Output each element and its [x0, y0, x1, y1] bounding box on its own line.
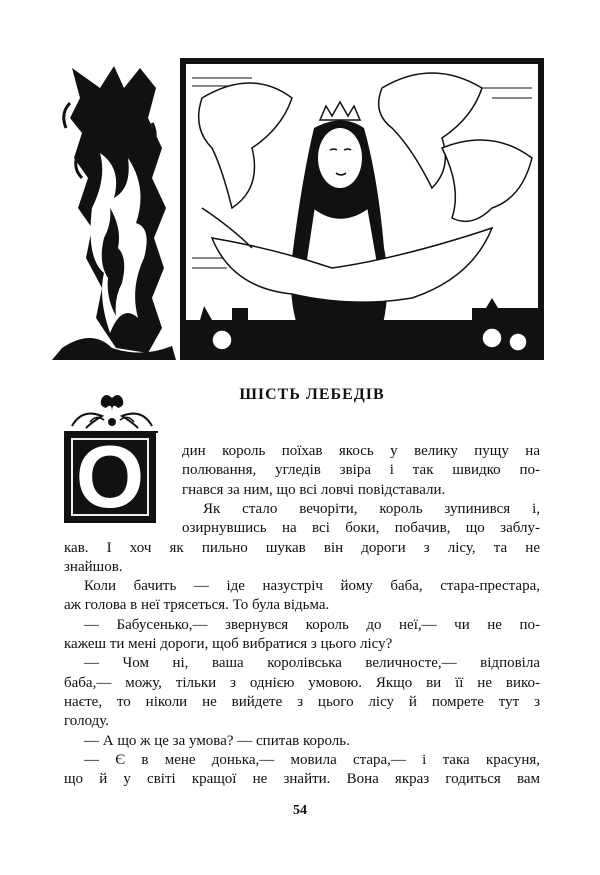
illustration-swans — [52, 58, 544, 360]
text-line: кав. І хоч як пильно шукав він дороги з лісу, та не — [64, 540, 540, 556]
text-line: Коли бачить — іде назустріч йому баба, стара-престара, — [84, 578, 540, 594]
text-line: наєте, то ніколи не вийдете з цього лісу й помрете тут з — [64, 694, 540, 710]
fire-tree-panel — [52, 58, 176, 360]
text-line: озирнувшись на всі боки, побачив, що заблу- — [182, 520, 540, 536]
text-line: полювання, угледів звіра і так швидко по- — [182, 462, 540, 478]
text-line: кажеш ти мені дороги, щоб вибратися з цього лісу? — [64, 636, 393, 652]
swans-panel — [180, 58, 544, 360]
story-title: ШІСТЬ ЛЕБЕДІВ — [239, 386, 385, 403]
drop-cap-letter: О — [75, 427, 145, 526]
text-line: Як стало вечоріти, король зупинився і, — [203, 501, 540, 517]
text-line: гнався за ним, що всі ловчі повідставали. — [182, 482, 446, 498]
text-line: знайшов. — [64, 559, 123, 575]
drop-cap — [64, 427, 156, 526]
text-line: — Є в мене донька,— мовила стара,— і така красуня, — [84, 752, 540, 768]
text-line: що й у світі кращої не знайти. Вона якраз годиться вам — [64, 771, 540, 787]
text-line: дин король поїхав якось у велику пущу на — [182, 443, 540, 459]
text-line: — А що ж це за умова? — спитав король. — [84, 733, 350, 749]
page-number: 54 — [293, 803, 307, 818]
text-line: аж голова в неї трясеться. То була відьма. — [64, 597, 330, 613]
text-line: голоду. — [64, 713, 110, 729]
text-line: — Бабусенько,— звернувся король до неї,— чи не по- — [84, 617, 540, 633]
text-line: баба,— можу, тільки з однією умовою. Якщо ви її не вико- — [64, 675, 540, 691]
text-line: — Чом ні, ваша королівська величносте,— відповіла — [84, 655, 540, 671]
